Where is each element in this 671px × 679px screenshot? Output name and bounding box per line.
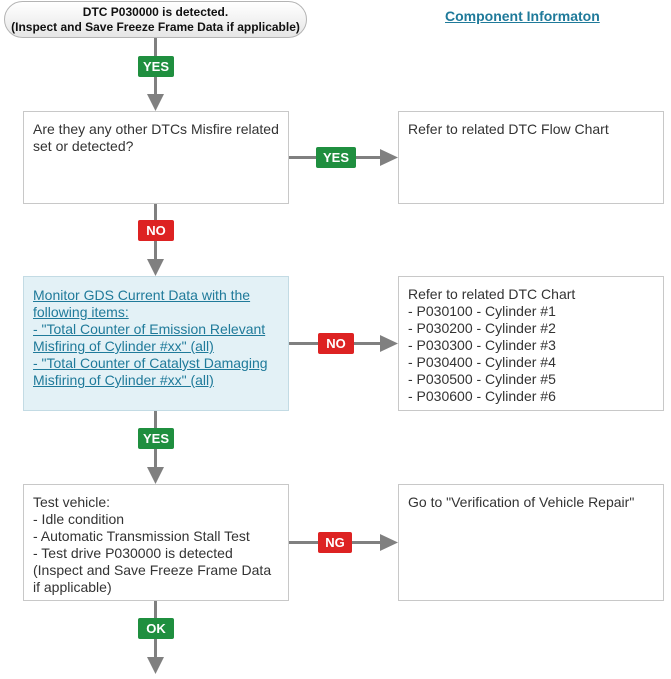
start-subtitle: (Inspect and Save Freeze Frame Data if applicable): [11, 20, 300, 34]
arrow-head-3: [147, 259, 164, 276]
step2-result-line: - P030100 - Cylinder #1: [408, 303, 556, 319]
arrow-head-7: [147, 657, 164, 674]
step2-monitor-line[interactable]: - "Total Counter of Catalyst Damaging: [33, 355, 268, 371]
start-node: [4, 1, 307, 38]
step3-test-line: - Idle condition: [33, 511, 125, 527]
step2-no-badge: NO: [318, 333, 354, 354]
step3-test-box: [23, 484, 289, 601]
step2-result-line: - P030300 - Cylinder #3: [408, 337, 556, 353]
step1-question-box: [23, 111, 289, 204]
step1-no-badge: NO: [138, 220, 174, 241]
step3-test-line: (Inspect and Save Freeze Frame Data: [33, 562, 272, 578]
step2-monitor-line[interactable]: Monitor GDS Current Data with the: [33, 287, 251, 303]
step2-monitor-line[interactable]: Misfiring of Cylinder #xx" (all): [33, 372, 214, 388]
step3-ok-badge: OK: [138, 618, 174, 639]
arrow-head-5: [147, 467, 164, 484]
step2-result-line: - P030400 - Cylinder #4: [408, 354, 556, 370]
arrow-head-4: [380, 335, 398, 352]
component-information-link[interactable]: Component Informaton: [445, 8, 600, 24]
start-title: DTC P030000 is detected.: [82, 5, 229, 19]
step3-ng-result-text: Go to "Verification of Vehicle Repair": [408, 494, 635, 510]
arrow-head-2: [380, 149, 398, 166]
step2-result-line: - P030500 - Cylinder #5: [408, 371, 556, 387]
step3-test-line: - Automatic Transmission Stall Test: [33, 528, 250, 544]
step3-test-line: Test vehicle:: [33, 494, 111, 510]
step1-yes-badge: YES: [316, 147, 356, 168]
step2-monitor-line[interactable]: Misfiring of Cylinder #xx" (all): [33, 338, 214, 354]
arrow-head-1: [147, 94, 164, 111]
step2-monitor-line[interactable]: following items:: [33, 304, 129, 320]
step2-result-line: - P030600 - Cylinder #6: [408, 388, 556, 404]
step1-question-line: Are they any other DTCs Misfire related: [33, 121, 279, 137]
step1-yes-result-box: [398, 111, 664, 204]
step2-result-line: - P030200 - Cylinder #2: [408, 320, 556, 336]
step3-test-line: if applicable): [33, 579, 112, 595]
step2-no-result-box: [398, 276, 664, 411]
step1-yes-result-text: Refer to related DTC Flow Chart: [408, 121, 609, 137]
step3-test-line: - Test drive P030000 is detected: [33, 545, 233, 561]
step2-monitor-box[interactable]: [23, 276, 289, 411]
yes-badge-start: YES: [138, 56, 174, 77]
arrow-head-6: [380, 534, 398, 551]
step1-question-line: set or detected?: [33, 138, 134, 154]
step2-yes-badge: YES: [138, 428, 174, 449]
step3-ng-result-box: [398, 484, 664, 601]
step2-result-line: Refer to related DTC Chart: [408, 286, 576, 302]
step2-monitor-line[interactable]: - "Total Counter of Emission Relevant: [33, 321, 266, 337]
step3-ng-badge: NG: [318, 532, 352, 553]
